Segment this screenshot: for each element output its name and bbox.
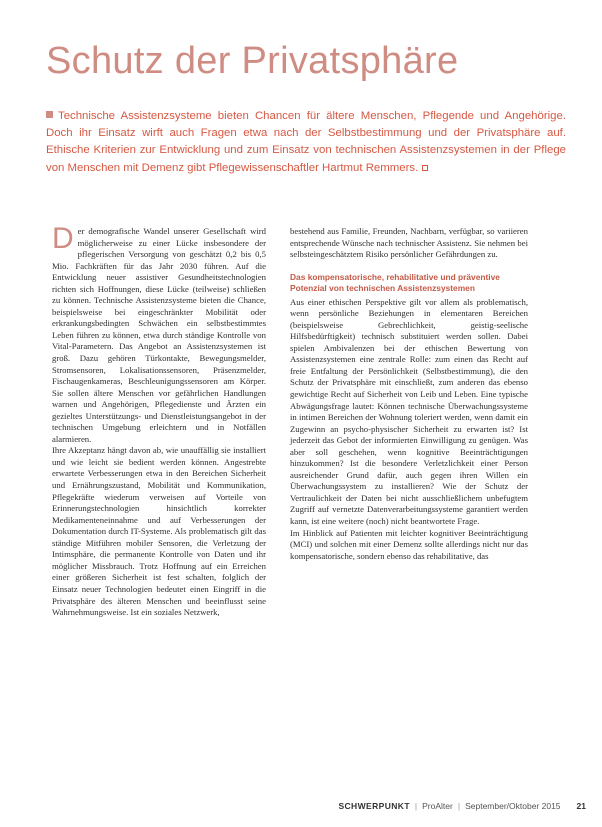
drop-cap: D [52,222,74,255]
body-paragraph [52,222,266,445]
lead-paragraph [46,108,566,177]
page-footer [300,801,586,811]
footer-separator: | [414,801,418,811]
footer-magazine: ProAlter [422,801,453,811]
body-paragraph: Im Hinblick auf Patienten mit leichter kognitiver Beeinträchtigung (MCI) und solchen mit einer Demenz sollte allerdings nicht nur das kompensatorische, sondern ebenso das rehabilitative, das [290,527,528,561]
body-column-left [52,222,266,619]
paragraph-text: er demografische Wandel unserer Gesellschaft wird möglicherweise zu einer Lücke insbesondere der pflegerischen Versorgung von geschätzt 0,2 bis 0,5 Mio. Fachkräften für das Jahr 2030 führen. Auf die Entwicklung neuer assistiver Gesundheitstechnologien richten sich Hoffnungen, diese Lücke (teilweise) schließen zu können. Technische Assistenzsysteme bieten die Chance, beispielsweise bei eingeschränkter Mobilität oder erkrankungsbedingten Schwächen ein selbstbestimmtes Leben führen zu können, etwa durch ständige Kontrolle von Vital-Parametern. Das Angebot an Assistenzsystemen ist groß. Dazu gehören Türkontakte, Bewegungsmelder, Stromsensoren, Lokalisationssensoren, Präsenzmelder, Fischaugenkameras, Beschleunigungssensoren am Körper. Sie sollen ältere Menschen vor gefährlichen Handlungen warnen und Angehörigen, Pflegedienste und Ärzten ein gezieltes Unterstützungs- und Dienstleistungsangebot in der technischen Umgebung erleichtern und in Notfällen alarmieren. [52,226,266,444]
footer-separator: | [457,801,461,811]
article-title: Schutz der Privatsphäre [46,40,459,82]
body-column-right [290,226,528,562]
lead-marker-icon [46,111,53,118]
end-marker-icon [422,165,428,171]
footer-section: SCHWERPUNKT [338,801,410,811]
lead-text: Technische Assistenzsysteme bieten Chancen für ältere Menschen, Pflegende und Angehörige. Doch ihr Einsatz wirft auch Fragen etwa nach der Selbstbestimmung und der Privatsphäre auf. Ethische Kriterien zur Entwicklung und zum Einsatz von technischen Assistenzsystemen in der Pflege von Menschen mit Demenz gibt Pflegewissenschaftler Hartmut Remmers. [46,110,566,174]
body-paragraph: bestehend aus Familie, Freunden, Nachbarn, verfügbar, so variieren entsprechende Wünsche nach technischer Assistenz. Sie nehmen bei selbsteingeschätztem Risiko persönlicher Gefährdungen zu. [290,226,528,260]
section-subheading: Das kompensatorische, rehabilitative und präventive Potenzial von technischen Assistenzsystemen [290,271,500,294]
body-paragraph: Ihre Akzeptanz hängt davon ab, wie unauffällig sie installiert und wie leicht sie bedient werden können. Angestrebte erwartete Verbesserungen etwa in den Bereichen Sicherheit und Ernährungszustand, Mobilität und Kommunikation, Pflegekräfte wiederum verweisen auf Vorteile von Erinnerungstechnologien hinsichtlich korrekter Medikamenteneinnahme und auf Verbesserungen der Dokumentation durch IT-Systeme. Als problematisch gilt das ständige Mitführen mobiler Sensoren, die Verletzung der Intimsphäre, die permanente Kontrolle von Daten und ihr möglicher Missbrauch. Trotz Hoffnung auf ein Erreichen einer größeren Sicherheit ist fest schalten, folglich der Einsatz neuer Technologien bedeutet einen Eingriff in die Privatsphäre des älteren Menschen und beeinflusst seine Wahrnehmungsweise. Ist ein soziales Netzwerk, [52,445,266,618]
footer-issue: September/Oktober 2015 [465,801,561,811]
body-paragraph: Aus einer ethischen Perspektive gilt vor allem als problematisch, wenn persönliche Beziehungen in elementaren Bereichen (beispielsweise Gebrechlichkeit, geistig-seelische Hilfsbedürftigkeit) technisch substituiert werden sollen. Dabei spielen Ambivalenzen bei der ethischen Bewertung von Assistenzsystemen eine zentrale Rolle: zum einen das Recht auf freie Entfaltung der Persönlichkeit (Selbstbestimmung), die den Schutz der Privatsphäre mit einschließt, zum anderen das ebenso gewichtige Recht auf Sicherheit von Leib und Leben. Eine typische Abwägungsfrage lautet: Können technische Überwachungssysteme in intimen Bereichen der Wohnung toleriert werden, wenn damit ein Zugewinn an psycho-physischer Sicherheit zu erwarten ist? Ist jederzeit das Gebot der informierten Einwilligung zu genügen. Was aber soll geschehen, wenn kognitive Beeinträchtigungen hinzukommen? Ist die besondere Verletzlichkeit einer Person ausreichender Grund dafür, auch gegen ihren Willen ein Überwachungssystem zu installieren? Wie der Schutz der Vertraulichkeit der Daten bei nicht ausschließlichem unbefugtem Zugriff auf vernetzte Datenverarbeitungssysteme garantiert werden kann, ist eine weitere (noch) nicht beantwortete Frage. [290,296,528,527]
page-number: 21 [576,801,586,811]
